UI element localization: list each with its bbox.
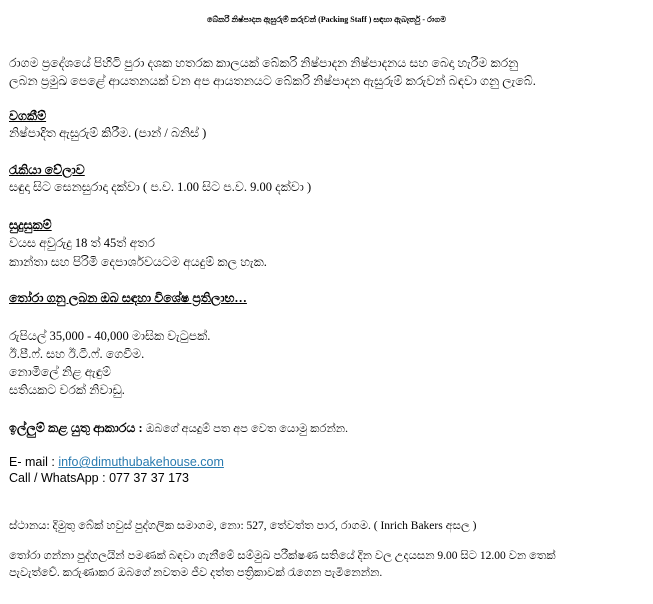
- benefit-item: රුපියල් 35,000 - 40,000 මාසික වැටුපක්.: [9, 329, 211, 343]
- email-row: [9, 454, 224, 470]
- benefit-item: නොමිලේ නිළ ඇඳුම්: [9, 365, 111, 379]
- qualifications-heading: සුදුසුකම්: [9, 218, 52, 232]
- hours-heading: රැකියා වේලාව: [9, 163, 85, 177]
- qualification-gender: කාන්තා සහ පිරිමි දෙපාර්ශවයටම අයදුම් කල හැක.: [9, 255, 267, 269]
- interview-note-line-1: තෝරා ගන්නා පුද්ගලයින් පමණක් බඳවා ගැනීමේ සම්මුඛ පරීක්ෂණ සතියේ දින වල උදයසන 9.00 සිට 12.00 වන තෙක්: [9, 550, 556, 562]
- apply-text: ඔබගේ අයදුම් පත අප වෙත යොමු කරන්න.: [145, 423, 349, 435]
- email-label: E- mail :: [9, 455, 55, 469]
- intro-line-2: ලබන ප්‍රමුඛ පෙළේ ආයතනයක් වන අප ආයතනයට බේකරි නිෂ්පාදන ඇසුරුම් කරුවන් බඳවා ගනු ලැබේ.: [9, 74, 536, 88]
- apply-instructions: [9, 420, 348, 437]
- hours-text: සඳුදා සිට සෙනසුරාදා දක්වා ( ප.ව. 1.00 සිට ප.ව. 9.00 දක්වා ): [9, 180, 312, 194]
- role-heading: වගකීම්: [9, 109, 47, 123]
- qualification-age: වයස අවුරුදු 18 ත් 45ත් අතර: [9, 236, 155, 250]
- benefits-heading: තෝරා ගනු ලබන ඔබ සඳහා විශේෂ ප්‍රතිලාභ…: [9, 291, 247, 305]
- intro-line-1: රාගම ප්‍රදේශයේ පිහිටි පුරා දශක හතරක කාලයක් බේකරි නිෂ්පාදන නිෂ්පාදනය සහ බෙදා හැරීම කරනු: [9, 56, 519, 70]
- apply-label: ඉල්ලුම් කළ යුතු ආකාරය :: [9, 421, 143, 435]
- interview-note-line-2: පැවැත්වේ. කරුණාකර ඔබගේ නවතම ජීව දත්ත පත්‍රිකාවක් රැගෙන පැමිනෙන්න.: [9, 567, 383, 579]
- phone-row: [9, 470, 189, 486]
- email-link[interactable]: info@dimuthubakehouse.com: [58, 455, 224, 469]
- page-title: බේකරි නිෂ්පාදන ඇසුරුම් කරුවන් (Packing Staff ) සඳහා ඇබෑර්තු - රාගම: [207, 15, 446, 24]
- benefit-item: සතියකට වරක් නිවාඩු.: [9, 383, 125, 397]
- phone-number: 077 37 37 173: [109, 471, 190, 485]
- benefit-item: ඊ.පී.ෆ්. සහ ඊ.ටී.ෆ්. ගෙවීම.: [9, 347, 145, 361]
- phone-label: Call / WhatsApp :: [9, 471, 106, 485]
- role-text: නිෂ්පාදිත ඇසුරුම් කිරීම. (පාන් / බනිස් ): [9, 126, 207, 140]
- location-text: ස්ථානය: දිමුතු බේක් හවුස් පුද්ගලික සමාගම, නො: 527, තේවත්ත පාර, රාගම. ( Inrich Bakers අසල ): [9, 520, 477, 532]
